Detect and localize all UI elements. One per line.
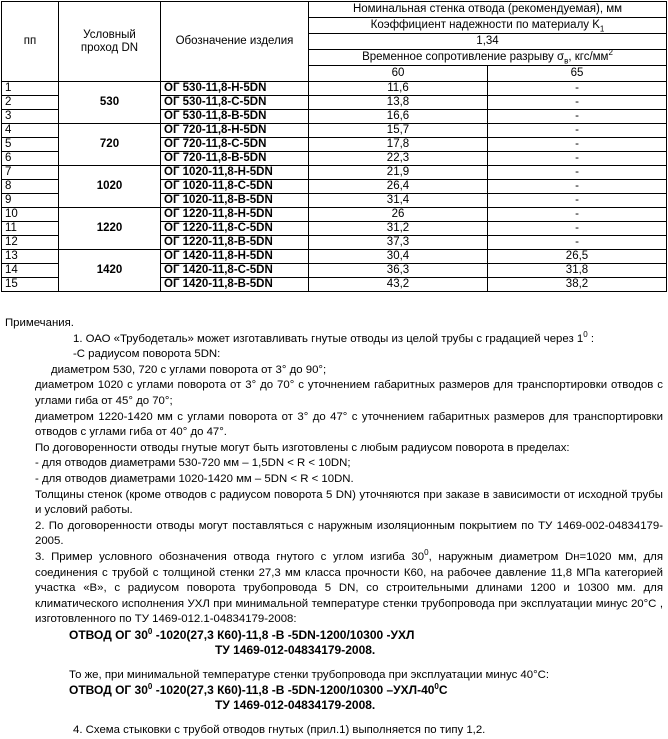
table-row (2, 208, 667, 222)
row-designation: ОГ 1420-11,8-С-5DN (161, 264, 309, 278)
row-value-60: 22,3 (309, 152, 488, 166)
row-designation: ОГ 1220-11,8-Н-5DN (161, 208, 309, 222)
note-1-line-4: диаметром 1020 с углами поворота от 3° до 70° с уточнением габаритных размеров для транспортировки отводов с углами гиба от 45° до 70°; (35, 379, 663, 407)
row-dn: 530 (59, 82, 161, 124)
row-designation: ОГ 1220-11,8-С-5DN (161, 222, 309, 236)
note-2: 2. По договоренности отводы могут поставляться с наружным изоляционным покрытием по ТУ 1469-002-04834179-2005. (35, 519, 663, 548)
row-value-65: 38,2 (488, 278, 667, 292)
row-designation: ОГ 720-11,8-В-5DN (161, 152, 309, 166)
row-number: 7 (2, 166, 59, 180)
row-dn: 1020 (59, 166, 161, 208)
note-1-line-9: Толщины стенок (кроме отводов с радиусом поворота 5 DN) уточняются при заказе в зависимости от исходной трубы и условий работы. (35, 488, 663, 517)
row-value-60: 37,3 (309, 236, 488, 250)
row-number: 3 (2, 110, 59, 124)
row-designation: ОГ 530-11,8-В-5DN (161, 110, 309, 124)
row-value-65: - (488, 124, 667, 138)
row-number: 12 (2, 236, 59, 250)
row-value-60: 36,3 (309, 264, 488, 278)
row-designation: ОГ 1420-11,8-В-5DN (161, 278, 309, 292)
row-number: 11 (2, 222, 59, 236)
row-designation: ОГ 720-11,8-Н-5DN (161, 124, 309, 138)
note-3: 3. Пример условного обозначения отвода гнутого с углом изгиба $30^0$, наружным диаметром Dн=1020 мм, для соединения с трубой с толщиной стенки 27,3 мм класса прочности К60, на рабочее давление 11,8 МПа категорией участка «В», с радиусом поворота трубопровода 5 DN, со строительными длинами 1200 и 10300 мм. для климатического исполнения УХЛ при минимальной температуре стенки трубопровода при эксплуатации минус 20°С , изготовленного по ТУ 1469-012.1-04834179-2008: (35, 548, 664, 626)
row-number: 2 (2, 96, 59, 110)
row-dn: 1420 (59, 250, 161, 292)
row-value-65: - (488, 110, 667, 124)
row-value-65: - (488, 138, 667, 152)
table-row (2, 250, 667, 264)
row-dn: 720 (59, 124, 161, 166)
table-row (2, 166, 667, 180)
header-designation: Обозначение изделия (161, 2, 309, 82)
row-value-60: 13,8 (309, 96, 488, 110)
example-1: ОТВОД ОГ $30^0$ -1020(27,3 К60)-11,8 -В -5DN-1200/10300 -УХЛ (69, 626, 415, 642)
row-designation: ОГ 1420-11,8-Н-5DN (161, 250, 309, 264)
row-value-60: 21,9 (309, 166, 488, 180)
note-1-line-8: - для отводов диаметрами 1020-1420 мм – 5DN < R < 10DN. (35, 472, 354, 485)
row-number: 4 (2, 124, 59, 138)
note-1-line-3: диаметром 530, 720 с углами поворота от 3° до 90°; (51, 363, 327, 376)
row-number: 10 (2, 208, 59, 222)
row-value-65: - (488, 180, 667, 194)
header-col-65: 65 (488, 66, 667, 82)
row-number: 6 (2, 152, 59, 166)
note-1-line-7: - для отводов диаметрами 530-720 мм – 1,5DN < R < 10DN; (35, 457, 351, 470)
row-dn: 1220 (59, 208, 161, 250)
table-row (2, 124, 667, 138)
table-row (2, 82, 667, 96)
header-dn: Условный проход DN (59, 2, 161, 82)
row-value-65: - (488, 222, 667, 236)
row-number: 5 (2, 138, 59, 152)
row-value-65: - (488, 96, 667, 110)
row-value-65: - (488, 236, 667, 250)
header-col-60: 60 (309, 66, 488, 82)
row-value-60: 17,8 (309, 138, 488, 152)
row-designation: ОГ 720-11,8-С-5DN (161, 138, 309, 152)
row-value-65: 26,5 (488, 250, 667, 264)
row-value-65: - (488, 208, 667, 222)
notes-section (5, 316, 663, 739)
note-3-line-2: То же, при минимальной температуре стенки трубопровода при эксплуатации минус 40°С: (69, 668, 550, 681)
row-value-60: 15,7 (309, 124, 488, 138)
row-number: 15 (2, 278, 59, 292)
note-1: 1. ОАО «Трубодеталь» может изготавливать гнутые отводы из целой трубы с градацией через $1^0$ : (73, 329, 594, 345)
row-designation: ОГ 1020-11,8-С-5DN (161, 180, 309, 194)
row-designation: ОГ 1020-11,8-Н-5DN (161, 166, 309, 180)
example-1-tu: ТУ 1469-012-04834179-2008. (215, 642, 376, 657)
row-designation: ОГ 530-11,8-С-5DN (161, 96, 309, 110)
row-number: 13 (2, 250, 59, 264)
row-value-60: 31,2 (309, 222, 488, 236)
header-wall: Номинальная стенка отвода (рекомендуемая), мм (309, 2, 667, 18)
row-value-65: - (488, 194, 667, 208)
row-value-60: 16,6 (309, 110, 488, 124)
row-number: 9 (2, 194, 59, 208)
row-value-60: 11,6 (309, 82, 488, 96)
row-value-60: 31,4 (309, 194, 488, 208)
row-value-60: 43,2 (309, 278, 488, 292)
header-coef: Коэффициент надежности по материалу $K_1$ (309, 18, 667, 34)
note-1-line-2: -С радиусом поворота 5DN: (73, 348, 221, 361)
example-2-tu: ТУ 1469-012-04834179-2008. (215, 698, 376, 713)
row-number: 1 (2, 82, 59, 96)
row-number: 14 (2, 264, 59, 278)
row-value-60: 26 (309, 208, 488, 222)
note-1-line-5: диаметром 1220-1420 мм с углами поворота от 3° до 47° с уточнением габаритных размеров для транспортировки отводов с углами гиба от 40° до 47°. (35, 410, 663, 439)
table-body (2, 82, 667, 292)
row-designation: ОГ 530-11,8-Н-5DN (161, 82, 309, 96)
row-value-65: - (488, 152, 667, 166)
row-number: 8 (2, 180, 59, 194)
row-value-65: - (488, 166, 667, 180)
note-1-line-6: По договоренности отводы гнутые могут быть изготовлены с любым радиусом поворота в пределах: (35, 441, 570, 454)
header-strength: Временное сопротивление разрыву $\sigma_в$, кгс/$мм^2$ (309, 50, 667, 66)
header-pp: пп (2, 2, 59, 82)
spec-table (1, 1, 667, 292)
row-value-65: 31,8 (488, 264, 667, 278)
notes-title: Примечания. (5, 317, 74, 329)
row-designation: ОГ 1220-11,8-В-5DN (161, 236, 309, 250)
row-designation: ОГ 1020-11,8-В-5DN (161, 194, 309, 208)
row-value-60: 30,4 (309, 250, 488, 264)
row-value-65: - (488, 82, 667, 96)
example-2: ОТВОД ОГ $30^0$ -1020(27,3 К60)-11,8 -В -5DN-1200/10300 $-УХЛ-40^0С$ (69, 682, 448, 698)
header-coef-value: 1,34 (309, 34, 667, 50)
row-value-60: 26,4 (309, 180, 488, 194)
note-4: 4. Схема стыковки с трубой отводов гнутых (прил.1) выполняется по типу 1,2. (73, 724, 486, 737)
